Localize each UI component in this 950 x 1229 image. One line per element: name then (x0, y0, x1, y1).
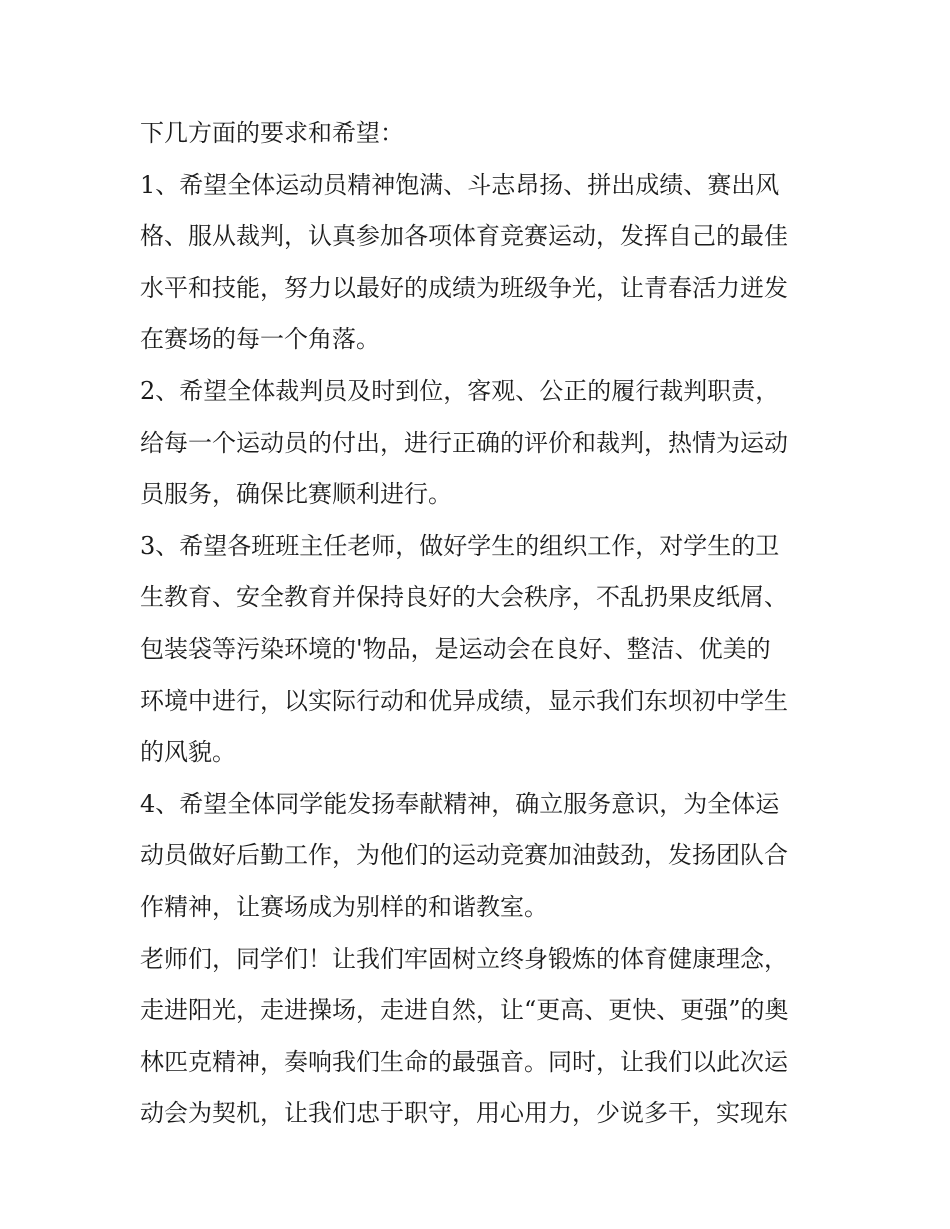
text-line: 下几方面的要求和希望： (140, 119, 404, 147)
text-line: 林匹克精神，奏响我们生命的最强音。同时，让我们以此次运 (140, 1047, 788, 1076)
text-line: 3、希望各班班主任老师，做好学生的组织工作，对学生的卫 (140, 531, 780, 560)
document-body (140, 108, 820, 1140)
text-line: 2、希望全体裁判员及时到位，客观、公正的履行裁判职责， (140, 376, 780, 405)
text-line: 环境中进行，以实际行动和优异成绩，显示我们东坝初中学生 (140, 686, 788, 715)
text-line: 水平和技能，努力以最好的成绩为班级争光，让青春活力迸发 (140, 273, 788, 302)
text-line: 动员做好后勤工作，为他们的运动竞赛加油鼓劲，发扬团队合 (140, 841, 788, 870)
text-line: 包装袋等污染环境的'物品，是运动会在良好、整洁、优美的 (140, 634, 771, 663)
text-line: 1、希望全体运动员精神饱满、斗志昂扬、拼出成绩、赛出风 (140, 170, 780, 199)
text-line: 的风貌。 (140, 738, 236, 767)
text-line: 格、服从裁判，认真参加各项体育竞赛运动，发挥自己的最佳 (140, 222, 788, 251)
text-line: 在赛场的每一个角落。 (140, 325, 380, 354)
text-line: 动会为契机，让我们忠于职守，用心用力，少说多干，实现东 (140, 1099, 788, 1128)
text-line: 给每一个运动员的付出，进行正确的评价和裁判，热情为运动 (140, 428, 788, 457)
text-line: 4、希望全体同学能发扬奉献精神，确立服务意识，为全体运 (140, 789, 780, 818)
text-line: 生教育、安全教育并保持良好的大会秩序，不乱扔果皮纸屑、 (140, 583, 788, 612)
text-line: 作精神，让赛场成为别样的和谐教室。 (140, 892, 548, 921)
text-line: 走进阳光，走进操场，走进自然，让“更高、更快、更强”的奥 (140, 996, 789, 1025)
text-line: 老师们，同学们！让我们牢固树立终身锻炼的体育健康理念， (140, 944, 788, 973)
text-line: 员服务，确保比赛顺利进行。 (140, 480, 452, 509)
